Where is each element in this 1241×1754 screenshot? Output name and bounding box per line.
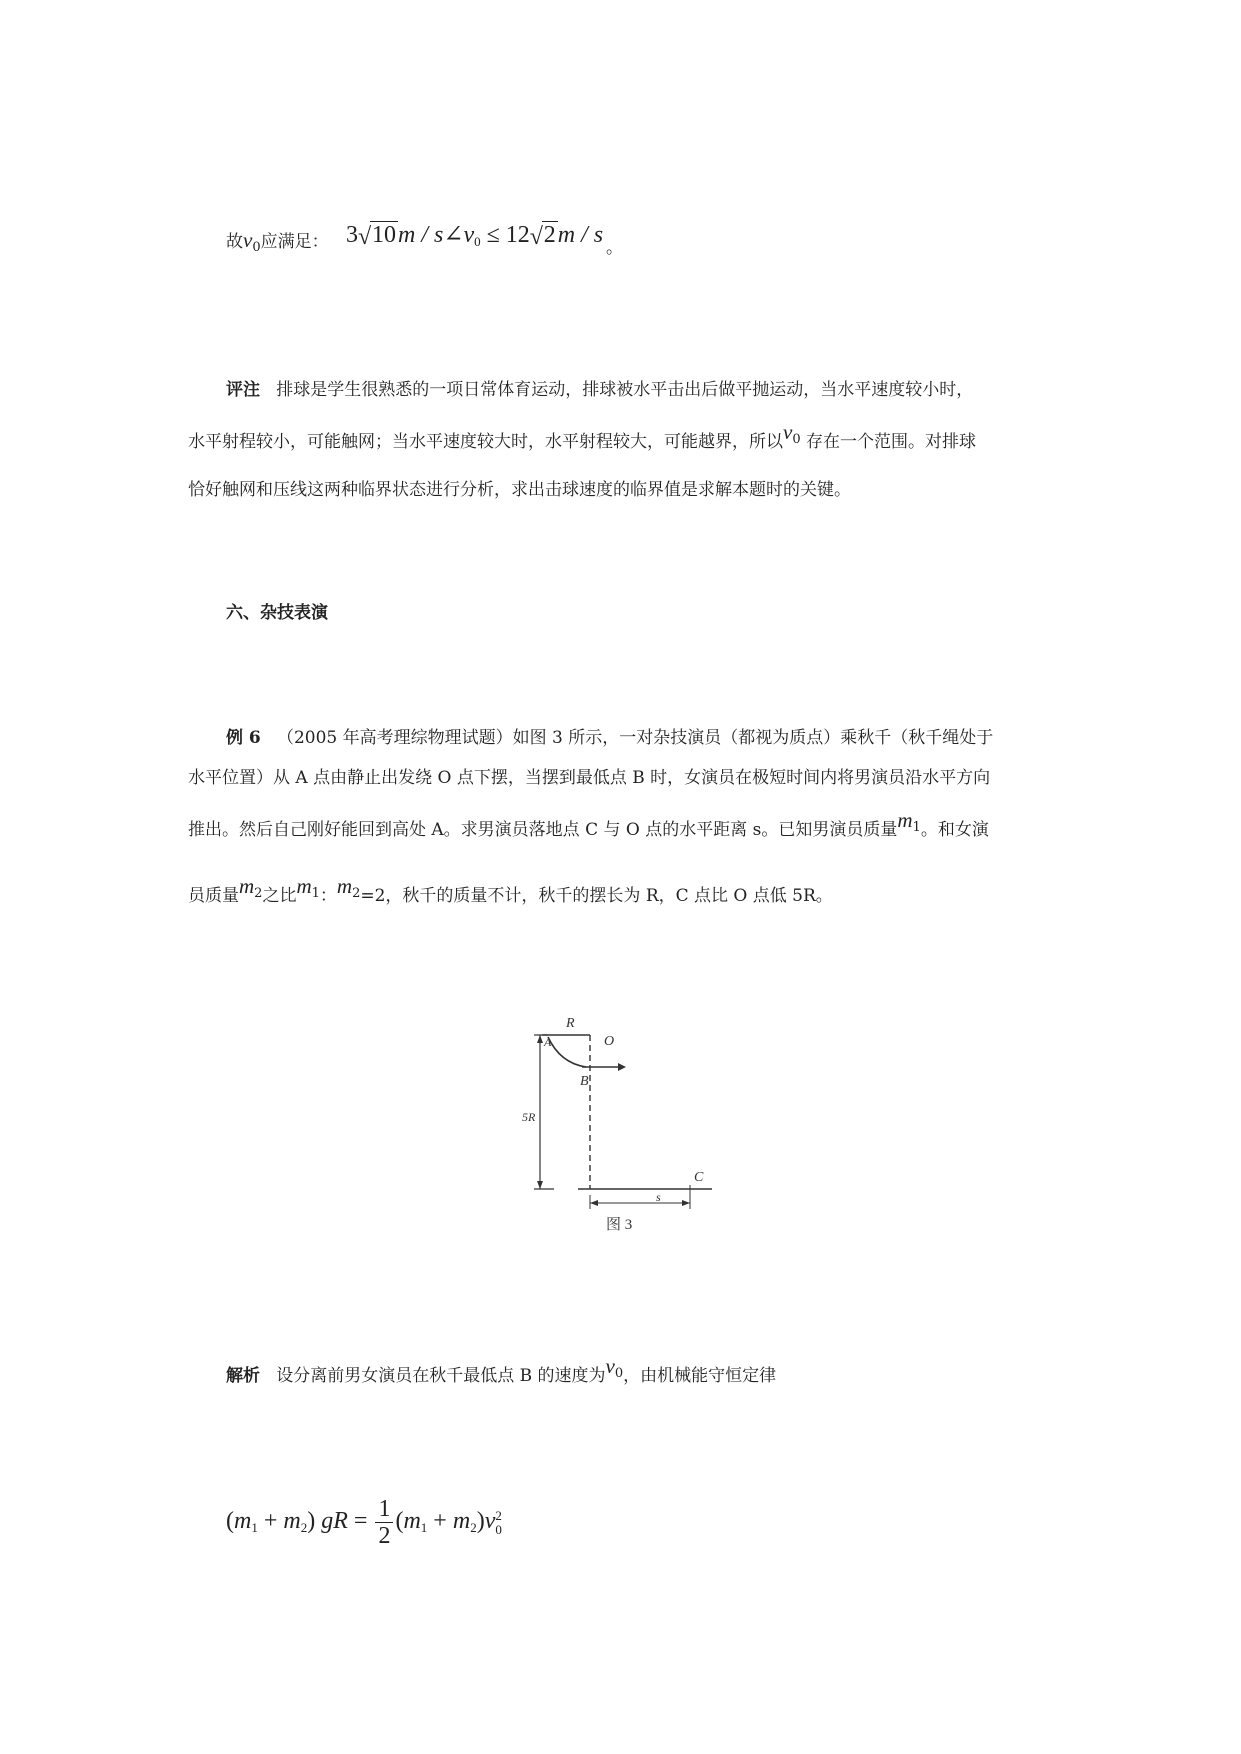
label-C: C [694, 1170, 704, 1185]
comment-var-v: v [783, 420, 793, 444]
condition-line [226, 228, 329, 256]
condition-inequality [346, 220, 603, 249]
height-arrow-down [537, 1181, 543, 1189]
comment-line-3: 恰好触网和压线这两种临界状态进行分析，求出击球速度的临界值是求解本题时的关键。 [188, 480, 851, 500]
example-text-4d: =2，秋千的质量不计，秋千的摆长为 R，C 点比 O 点低 5R。 [360, 886, 833, 906]
eq-m2: m [283, 1508, 301, 1535]
example-line-2: 水平位置）从 A 点由静止出发绕 O 点下摆，当摆到最低点 B 时，女演员在极短时间内将男演员沿水平方向 [188, 768, 991, 788]
example-label: 例 6 [226, 728, 261, 748]
v-sub: 0 [474, 234, 481, 249]
analysis-var-v: v [605, 1354, 615, 1378]
example-text-4b: 之比 [262, 886, 297, 906]
sqrt-2: √ 2 [529, 222, 556, 250]
ratio-m2: m [336, 874, 353, 898]
leq-symbol: ≤ [486, 222, 500, 248]
label-A: A [544, 1035, 552, 1049]
s-arrow-left [590, 1200, 598, 1206]
label-s: s [656, 1190, 661, 1204]
eq-gR: gR [321, 1508, 348, 1535]
var-sub: 0 [252, 240, 261, 255]
sqrt-10: √ 10 [358, 222, 396, 250]
eq-fraction: $\frac{1}{2}$ [375, 1496, 393, 1549]
analysis-label: 解析 [226, 1366, 260, 1386]
angle-symbol: ∠ [443, 222, 464, 248]
label-O: O [604, 1034, 615, 1049]
example-line-1 [226, 726, 993, 750]
analysis-var-sub: 0 [614, 1366, 624, 1381]
ratio-m2-sub: 2 [352, 886, 361, 901]
unit-1: m / s [398, 222, 444, 248]
condition-mid: 应满足： [260, 232, 329, 252]
figure-3 [520, 1015, 720, 1235]
swing-arc [548, 1037, 586, 1067]
section-title: 六、杂技表演 [226, 603, 328, 623]
label-B: B [580, 1074, 589, 1089]
condition-prefix: 故 [226, 232, 243, 252]
comment-line-1 [226, 378, 973, 402]
analysis-text-a: 设分离前男女演员在秋千最低点 B 的速度为 [276, 1366, 606, 1386]
example-line-3 [188, 808, 989, 844]
example-text-3a: 推出。然后自己刚好能回到高处 A。求男演员落地点 C 与 O 点的水平距离 s。已知男演员质量 [188, 820, 898, 840]
example-text-1: （2005 年高考理综物理试题）如图 3 所示，一对杂技演员（都视为质点）乘秋千（秋千绳处于 [276, 728, 994, 748]
condition-end: 。 [606, 238, 623, 258]
mass-m1: m [897, 808, 913, 832]
comment-line-2 [188, 420, 977, 456]
eq-m1: m [234, 1508, 252, 1535]
var-v: v [243, 228, 253, 252]
example-text-3b: 。和女演 [920, 820, 989, 840]
figure-caption: 图 3 [606, 1217, 633, 1233]
comment-label: 评注 [226, 380, 260, 400]
energy-equation: (m1 + m2) gR = $\frac{1}{2}$ (m1 + m2)v 2 0 [226, 1496, 502, 1549]
coef-2: 12 [505, 222, 530, 248]
ratio-m1: m [296, 874, 312, 898]
comment-var-sub: 0 [792, 432, 801, 447]
eq-v: v [484, 1508, 496, 1535]
comment-text-2a: 水平射程较小，可能触网；当水平速度较大时，水平射程较大，可能越界，所以 [188, 432, 783, 452]
label-5R: 5R [522, 1110, 536, 1124]
comment-text-2b: 存在一个范围。对排球 [806, 432, 977, 452]
coef-1: 3 [346, 222, 358, 248]
example-text-4c: ： [319, 886, 337, 906]
example-text-4a: 员质量 [188, 886, 239, 906]
analysis-text-b: ，由机械能守恒定律 [623, 1366, 777, 1386]
label-R: R [566, 1016, 575, 1031]
comment-text-1: 排球是学生很熟悉的一项日常体育运动，排球被水平击出后做平抛运动，当水平速度较小时， [276, 380, 974, 400]
v-symbol: v [463, 222, 475, 248]
ratio-m1-sub: 1 [311, 886, 320, 901]
analysis-line [226, 1354, 777, 1390]
height-arrow-up [537, 1035, 543, 1043]
mass-m2-sub: 2 [254, 886, 263, 901]
unit-2: m / s [557, 222, 604, 248]
example-line-4 [188, 874, 833, 910]
velocity-arrowhead [618, 1063, 626, 1071]
mass-m2: m [239, 874, 255, 898]
mass-m1-sub: 1 [912, 820, 921, 835]
s-arrow-right [682, 1200, 690, 1206]
